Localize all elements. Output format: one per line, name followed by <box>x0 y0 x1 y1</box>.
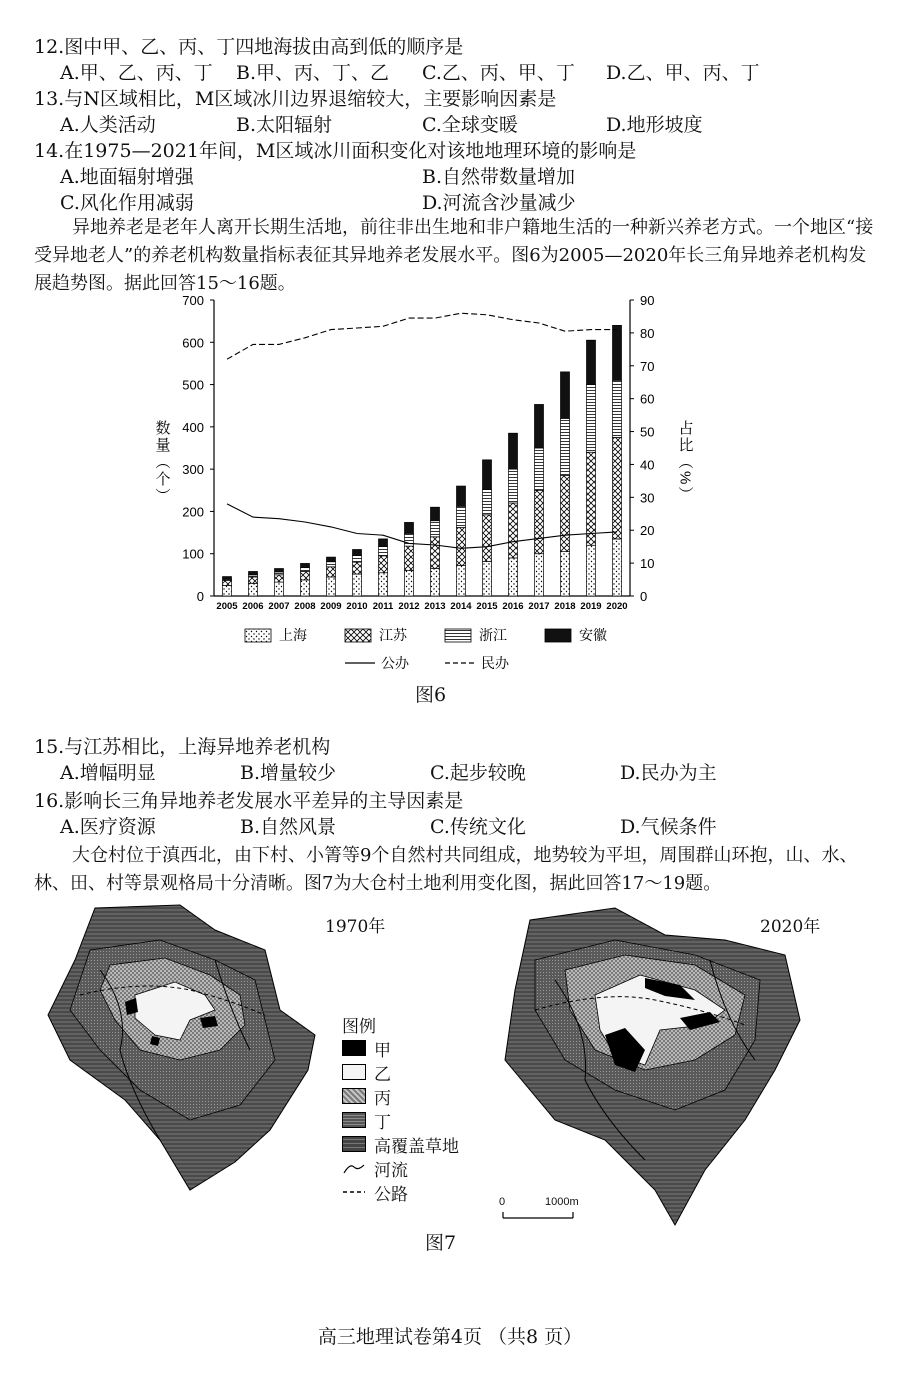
y2-tick-label: 50 <box>640 424 655 440</box>
bar-segment <box>249 577 258 583</box>
y-tick-label: 600 <box>182 335 204 351</box>
question-12-stem: 12.图中甲、乙、丙、丁四地海拔由高到低的顺序是 <box>34 36 464 58</box>
bar-segment <box>431 507 440 521</box>
q12-option-a[interactable]: A.甲、乙、丙、丁 <box>60 62 213 84</box>
y-tick-label: 300 <box>182 462 204 478</box>
map-1970 <box>40 900 360 1200</box>
bar-segment <box>613 437 622 538</box>
y2-tick-label: 70 <box>640 358 655 374</box>
q13-option-b[interactable]: B.太阳辐射 <box>236 114 333 136</box>
question-15-stem: 15.与江苏相比，上海异地养老机构 <box>34 736 331 758</box>
y-tick-label: 700 <box>182 293 204 308</box>
y2-tick-label: 30 <box>640 490 655 506</box>
q12-option-d[interactable]: D.乙、甲、丙、丁 <box>606 62 760 84</box>
x-tick-label: 2006 <box>242 601 264 612</box>
x-tick-label: 2005 <box>216 601 238 612</box>
legend-swatch <box>445 629 471 642</box>
intro-paragraph-figure6: 异地养老是老年人离开长期生活地，前往非出生地和非户籍地生活的一种新兴养老方式。一个地区“接受异地老人”的养老机构数量指标表征其异地养老发展水平。图6为2005—2020年长三角异地养老机构发展趋势图。据此回答15～16题。 <box>34 217 874 294</box>
jia-patch <box>200 1016 218 1028</box>
bar-segment <box>327 567 336 577</box>
q15-option-d[interactable]: D.民办为主 <box>620 762 717 784</box>
q15-option-b[interactable]: B.增量较少 <box>240 762 337 784</box>
y2-tick-label: 0 <box>640 589 648 604</box>
bar-segment <box>561 475 570 551</box>
bar-segment <box>379 539 388 547</box>
legend-title: 图例 <box>342 1016 376 1037</box>
bar-segment <box>275 572 284 575</box>
y-axis-label: 数量（个） <box>153 420 171 505</box>
bar-segment <box>327 562 336 567</box>
figure7-legend <box>342 1012 459 1204</box>
bar-segment <box>587 340 596 384</box>
bar-segment <box>613 380 622 437</box>
map-2020 <box>495 900 815 1230</box>
y2-tick-label: 20 <box>640 523 655 539</box>
y2-tick-label: 80 <box>640 325 655 341</box>
bar-segment <box>587 545 596 596</box>
bar-segment <box>301 568 310 572</box>
scale-zero-label: 0 <box>499 1196 506 1208</box>
question-14-stem: 14.在1975—2021年间，M区域冰川面积变化对该地地理环境的影响是 <box>34 140 637 162</box>
legend-road <box>342 1180 459 1204</box>
bar-segment <box>327 577 336 596</box>
q12-option-c[interactable]: C.乙、丙、甲、丁 <box>422 62 575 84</box>
legend-jia-label: 甲 <box>374 1040 391 1061</box>
legend-bing-label: 丙 <box>374 1088 391 1109</box>
legend-label: 上海 <box>279 627 307 643</box>
bar-segment <box>301 580 310 596</box>
bar-segment <box>483 561 492 596</box>
bar-segment <box>535 490 544 553</box>
bar-segment <box>561 552 570 596</box>
bar-segment <box>405 533 414 546</box>
bar-segment <box>431 537 440 569</box>
legend-ding-swatch <box>342 1112 366 1128</box>
legend-ding-label: 丁 <box>374 1112 391 1133</box>
map-2020-year-label: 2020年 <box>760 917 821 937</box>
figure6-chart <box>150 290 730 690</box>
x-tick-label: 2019 <box>580 601 602 612</box>
bar-segment <box>223 577 232 580</box>
y-tick-label: 400 <box>182 419 204 435</box>
q16-option-c[interactable]: C.传统文化 <box>430 816 526 838</box>
bar-segment <box>379 547 388 556</box>
y2-tick-label: 10 <box>640 556 655 572</box>
legend-swatch <box>245 629 271 642</box>
bar-segment <box>535 404 544 448</box>
y2-axis-label: 占比（%） <box>676 420 694 504</box>
bar-segment <box>405 522 414 533</box>
bar-segment <box>509 503 518 558</box>
legend-bing <box>342 1084 459 1108</box>
q14-option-a[interactable]: A.地面辐射增强 <box>60 166 194 188</box>
bar-segment <box>223 585 232 596</box>
legend-yi-label: 乙 <box>374 1064 391 1085</box>
legend-river-label: 河流 <box>374 1160 408 1181</box>
bar-segment <box>301 571 310 579</box>
bar-segment <box>249 571 258 574</box>
bar-segment <box>561 418 570 475</box>
bar-segment <box>379 556 388 573</box>
legend-grassland-swatch <box>342 1136 366 1152</box>
y-tick-label: 200 <box>182 504 204 520</box>
x-tick-label: 2010 <box>346 601 368 612</box>
legend-bing-swatch <box>342 1088 366 1104</box>
bar-segment <box>457 566 466 596</box>
bar-segment <box>483 489 492 514</box>
x-tick-label: 2020 <box>606 601 628 612</box>
legend-road-label: 公路 <box>374 1184 408 1205</box>
q13-option-c[interactable]: C.全球变暖 <box>422 114 518 136</box>
road-symbol-icon <box>342 1185 366 1199</box>
bar-segment <box>379 573 388 596</box>
intro-paragraph-figure7: 大仓村位于滇西北，由下村、小箐等9个自然村共同组成，地势较为平坦，周围群山环抱，山、水、林、田、村等景观格局十分清晰。图7为大仓村土地利用变化图，据此回答17～19题。 <box>34 845 858 894</box>
q16-option-d[interactable]: D.气候条件 <box>620 816 717 838</box>
x-tick-label: 2007 <box>268 601 290 612</box>
bar-segment <box>613 325 622 380</box>
bar-segment <box>353 555 362 562</box>
y-tick-label: 500 <box>182 377 204 393</box>
q15-option-c[interactable]: C.起步较晚 <box>430 762 526 784</box>
bar-segment <box>587 385 596 453</box>
bar-segment <box>275 569 284 572</box>
legend-label: 江苏 <box>379 627 407 643</box>
line-series-minban <box>227 313 617 359</box>
bar-segment <box>223 580 232 585</box>
figure6-caption: 图6 <box>415 684 447 706</box>
bar-segment <box>353 549 362 555</box>
q14-option-d[interactable]: D.河流含沙量减少 <box>422 192 576 214</box>
bar-segment <box>405 571 414 596</box>
q13-option-d[interactable]: D.地形坡度 <box>606 114 703 136</box>
q14-option-b[interactable]: B.自然带数量增加 <box>422 166 576 188</box>
bar-segment <box>431 569 440 596</box>
legend-river <box>342 1156 459 1180</box>
legend-yi-swatch <box>342 1064 366 1080</box>
x-tick-label: 2016 <box>502 601 524 612</box>
q15-option-a[interactable]: A.增幅明显 <box>60 762 156 784</box>
y-tick-label: 0 <box>196 589 204 604</box>
bar-segment <box>587 452 596 545</box>
q16-option-a[interactable]: A.医疗资源 <box>60 816 156 838</box>
legend-label: 安徽 <box>579 627 607 643</box>
y2-tick-label: 40 <box>640 457 655 473</box>
scale-end-label: 1000m <box>545 1196 579 1208</box>
bar-segment <box>431 521 440 537</box>
bar-segment <box>509 433 518 469</box>
bar-segment <box>275 582 284 596</box>
bar-segment <box>405 546 414 571</box>
legend-swatch <box>545 629 571 642</box>
x-tick-label: 2018 <box>554 601 576 612</box>
legend-jia <box>342 1036 459 1060</box>
bar-segment <box>509 558 518 596</box>
bar-segment <box>301 563 310 567</box>
bar-segment <box>483 460 492 490</box>
question-13-stem: 13.与N区域相比，M区域冰川边界退缩较大，主要影响因素是 <box>34 88 557 110</box>
legend-grassland-label: 高覆盖草地 <box>374 1136 459 1157</box>
bar-segment <box>535 554 544 596</box>
line-series-gongban <box>227 504 617 548</box>
q14-option-c[interactable]: C.风化作用减弱 <box>60 192 194 214</box>
bar-segment <box>249 583 258 596</box>
q12-option-b[interactable]: B.甲、丙、丁、乙 <box>236 62 390 84</box>
y-tick-label: 100 <box>182 546 204 562</box>
legend-label: 公办 <box>381 655 409 671</box>
legend-jia-swatch <box>342 1040 366 1056</box>
bar-segment <box>353 574 362 596</box>
bar-segment <box>509 469 518 503</box>
legend-grassland <box>342 1132 459 1156</box>
x-tick-label: 2011 <box>372 601 394 612</box>
legend-label: 民办 <box>481 655 509 671</box>
x-tick-label: 2013 <box>424 601 446 612</box>
bar-segment <box>561 372 570 419</box>
map-1970-year-label: 1970年 <box>325 917 386 937</box>
page-footer: 高三地理试卷第4页 （共8 页） <box>317 1326 583 1348</box>
bar-segment <box>275 575 284 582</box>
legend-yi <box>342 1060 459 1084</box>
bar-segment <box>457 527 466 565</box>
y2-tick-label: 60 <box>640 391 655 407</box>
q13-option-a[interactable]: A.人类活动 <box>60 114 156 136</box>
river-symbol-icon <box>342 1161 366 1175</box>
bar-segment <box>457 486 466 506</box>
bar-segment <box>613 539 622 596</box>
y2-tick-label: 90 <box>640 293 655 308</box>
figure7-caption: 图7 <box>425 1232 457 1254</box>
legend-swatch <box>345 629 371 642</box>
bar-segment <box>457 506 466 527</box>
x-tick-label: 2015 <box>476 601 498 612</box>
bar-segment <box>353 562 362 574</box>
x-tick-label: 2014 <box>450 601 472 612</box>
x-tick-label: 2017 <box>528 601 550 612</box>
question-16-stem: 16.影响长三角异地养老发展水平差异的主导因素是 <box>34 790 464 812</box>
q16-option-b[interactable]: B.自然风景 <box>240 816 337 838</box>
x-tick-label: 2008 <box>294 601 316 612</box>
bar-segment <box>483 515 492 562</box>
x-tick-label: 2012 <box>398 601 420 612</box>
bar-segment <box>535 448 544 490</box>
bar-segment <box>327 557 336 562</box>
legend-ding <box>342 1108 459 1132</box>
legend-label: 浙江 <box>479 627 507 643</box>
x-tick-label: 2009 <box>320 601 342 612</box>
